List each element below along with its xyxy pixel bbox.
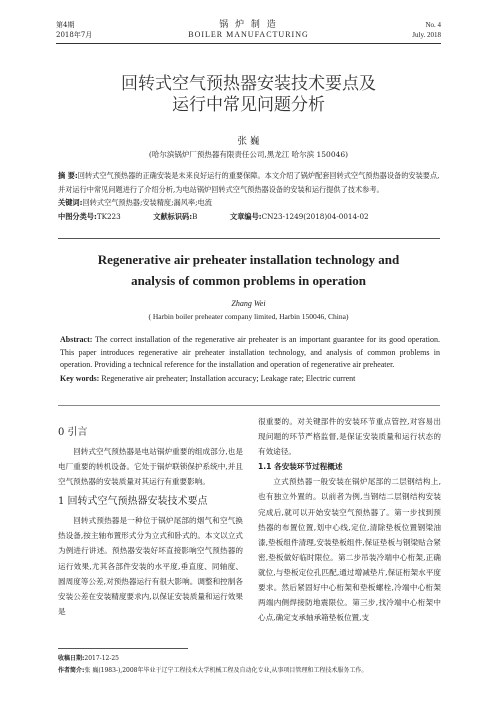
header-divider <box>56 43 441 44</box>
abstract-block-en <box>60 334 440 385</box>
title-en-line-2: analysis of common problems in operation <box>131 273 366 288</box>
clc-label: 中图分类号: <box>58 211 97 221</box>
footnote <box>58 653 443 677</box>
title-cn-line-2: 运行中常见问题分析 <box>172 95 325 115</box>
section-0-paragraph: 回转式空气预热器是电站锅炉重要的组成部分,也是电厂重要的转机设备。它处于锅炉联锁保护系统中,并且空气预热器的安装质量对其运行有重要影响。 <box>58 447 243 487</box>
section-1-heading: 1 回转式空气预热器安装技术要点 <box>58 496 208 508</box>
abstract-divider <box>58 238 440 239</box>
body-column-right <box>258 414 441 625</box>
clc-value: TK223 <box>96 211 121 221</box>
section-1-paragraph: 回转式预热器是一种位于锅炉尾部的烟气和空气换热设备,按主轴布置形式分为立式和卧式的。本文以立式为例进行讲述。预热器安装好坏直接影响空气预热器的运行效果,尤其各部件安装的水平度,垂直度、同轴度、圆周度等公差,对预热器运行有很大影响。调整和控制各安装公差在安装精度要求内,以保证安装质量和运行效果是 <box>58 516 243 616</box>
title-en-line-1: Regenerative air preheater installation technology and <box>97 252 400 267</box>
subsection-1-1-heading: 1.1 各安装环节过程概述 <box>258 462 343 472</box>
abstract-cn-label: 摘 要: <box>58 171 78 180</box>
paper-title-en <box>0 249 497 291</box>
footnote-divider <box>58 648 188 649</box>
author-cn: 张 巍 <box>237 136 260 147</box>
issue-date-cn: 2018年7月 <box>56 31 93 39</box>
keywords-cn-label: 关键词: <box>58 198 83 207</box>
header-right <box>412 20 441 40</box>
author-bio-label: 作者简介: <box>58 667 85 674</box>
title-cn-line-1: 回转式空气预热器安装技术要点及 <box>121 74 376 94</box>
affiliation-en: ( Harbin boiler preheater company limited, Harbin 150046, China) <box>148 312 349 321</box>
classification-cn <box>58 210 440 224</box>
received-label: 收稿日期: <box>58 655 85 662</box>
author-en: Zhang Wei <box>231 299 266 308</box>
author-bio <box>58 665 443 677</box>
body-column-left <box>58 420 243 619</box>
doc-code-label: 文献标识码: <box>153 211 193 221</box>
section-0-heading: 0 引言 <box>58 427 88 438</box>
affiliation-cn: (哈尔滨锅炉厂预热器有限责任公司,黑龙江 哈尔滨 150046) <box>148 150 349 159</box>
keywords-cn-text: 回转式空气预热器;安装精度;漏风率;电流 <box>82 198 212 207</box>
author-bio-text: 张 巍(1983-),2008年毕业于辽宁工程技术大学机械工程及自动化专业,从事项目管理和工程技术服务工作。 <box>84 667 368 674</box>
journal-title-en: BOILER MANUFACTURING <box>188 30 309 39</box>
subsection-1-1-paragraph: 立式预热器一般安装在锅炉尾部的二层钢结构上,也有独立外置的。以前者为例,当钢结二层钢结构安装完成后,就可以开始安装空气预热器了。第一步找到预热器的布置位置,划中心线,定位,清除垫板位置钢梁油漆,垫板组件清理,安装垫板组件,保证垫板与钢梁贴合紧密,垫板做好临时限位。第二步吊装冷端中心桁架,正确就位,与垫板定位孔匹配,通过增减垫片,保证桁架水平度要求。然后紧固好中心桁架和垫板螺栓,冷端中心桁架两端内侧焊接防地震限位。第三步,找冷端中心桁架中心点,确定支承轴承箱垫板位置,支 <box>258 477 441 623</box>
keywords-en-text: Regenerative air preheater; Installation accuracy; Leakage rate; Electric current <box>101 373 356 383</box>
abstract-cn <box>58 169 440 196</box>
received-date <box>58 653 443 665</box>
abstract-en-label: Abstract: <box>60 335 93 344</box>
keywords-cn <box>58 196 440 210</box>
paper-title-cn <box>0 74 497 116</box>
keywords-en <box>60 373 440 386</box>
abstract-block-cn <box>58 169 440 223</box>
journal-title-cn: 锅 炉 制 造 <box>219 20 278 30</box>
received-value: 2017-12-25 <box>84 655 119 662</box>
issue-number: 第4期 <box>56 21 75 29</box>
continued-paragraph: 很重要的。对关键部件的安装环节重点管控,对容易出现问题的环节严格监督,是保证安装质量和运行状态的有效途径。 <box>258 417 441 457</box>
abstract-cn-text: 回转式空气预热器的正确安装是未来良好运行的重要保障。本文介绍了锅炉配套回转式空气预热器设备的安装要点,并对运行中常见问题进行了介绍分析,为电站锅炉回转式空气预热器设备的安装和运行提供了技术参考。 <box>58 171 440 194</box>
article-no-label: 文章编号: <box>230 211 262 221</box>
doc-code-value: B <box>192 211 198 221</box>
article-no-value: CN23-1249(2018)04-0014-02 <box>261 211 369 221</box>
keywords-en-label: Key words: <box>60 373 100 383</box>
issue-date-en: July. 2018 <box>412 31 441 39</box>
abstract-en-text: The correct installation of the regenerative air preheater is an important guarantee for its good operation. This paper introduces regenerative air preheater installation technology, and analysis of common problems in operation. Providing a technical reference for the installation and operation of regenerative air preheater. <box>60 335 441 369</box>
abstract-en <box>60 334 440 372</box>
body-divider <box>58 405 440 406</box>
issue-no-en: No. 4 <box>425 21 441 29</box>
